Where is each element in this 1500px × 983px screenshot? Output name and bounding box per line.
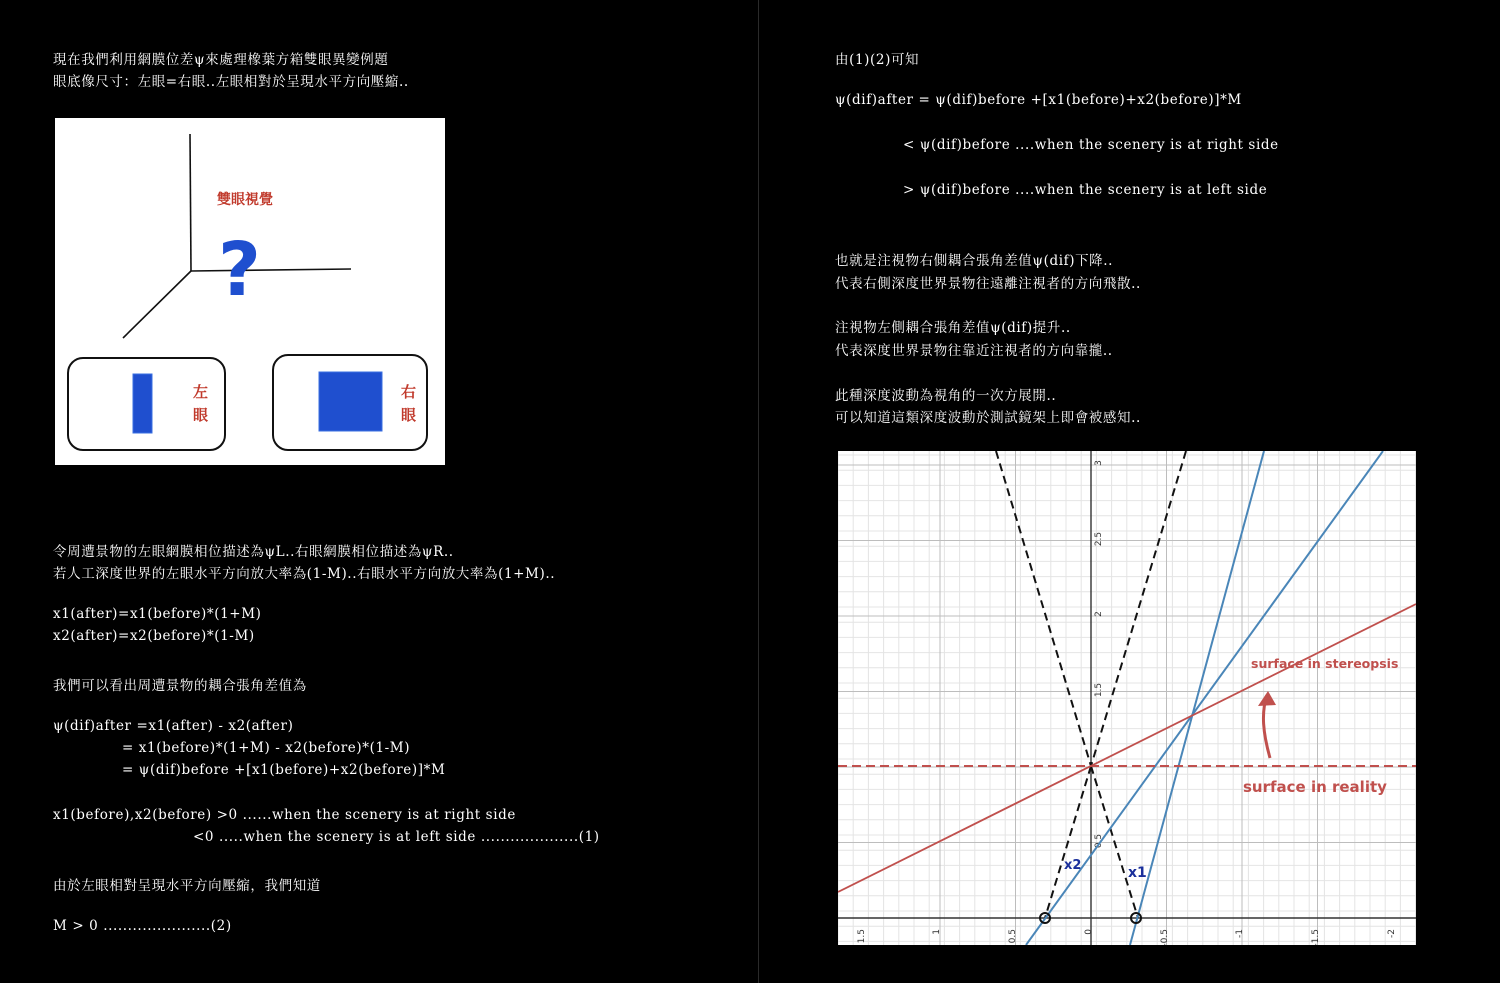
- y-tick-label: 0.5: [1094, 833, 1104, 849]
- label-x1: x1: [1128, 865, 1147, 881]
- axis-horizontal: [191, 269, 351, 271]
- right-eye-image: [319, 372, 382, 431]
- equation-x1: x1(after)=x1(before)*(1+M): [53, 606, 262, 622]
- x-tick-label: 1: [932, 929, 942, 935]
- x-tick-label: -1: [1235, 929, 1245, 938]
- right-condition-2: > ψ(dif)before ....when the scenery is at left side: [903, 182, 1268, 198]
- equation-x2: x2(after)=x2(before)*(1-M): [53, 628, 255, 644]
- dashed-line-left: [996, 451, 1091, 766]
- binocular-vision-figure: [55, 118, 445, 465]
- equation-dif-3: = ψ(dif)before +[x1(before)+x2(before)]*M: [122, 762, 446, 778]
- right-line-5: 代表深度世界景物往靠近注視者的方向靠攏..: [835, 343, 1113, 359]
- right-line-4: 注視物左側耦合張角差值ψ(dif)提升..: [835, 320, 1071, 336]
- right-eye-label-1: 右: [401, 383, 417, 401]
- body-line-2: 若人工深度世界的左眼水平方向放大率為(1-M)..右眼水平方向放大率為(1+M)..: [53, 566, 556, 582]
- page-divider: [758, 0, 759, 983]
- left-eye-label-1: 左: [193, 383, 209, 401]
- question-mark: ?: [218, 227, 261, 313]
- x-tick-label: 1.5: [857, 929, 867, 944]
- label-stereopsis: surface in stereopsis: [1251, 656, 1399, 671]
- equation-dif-2: = x1(before)*(1+M) - x2(before)*(1-M): [122, 740, 411, 756]
- right-condition-1: < ψ(dif)before ....when the scenery is at right side: [903, 137, 1279, 153]
- condition-2: <0 .....when the scenery is at left side ....................(1): [193, 829, 600, 845]
- figure-title: 雙眼視覺: [217, 192, 273, 208]
- label-reality: surface in reality: [1243, 778, 1387, 796]
- x-tick-label: 0.5: [1008, 929, 1018, 944]
- left-eye-image: [133, 374, 152, 433]
- axis-vertical: [190, 134, 191, 271]
- right-line-2: 也就是注視物右側耦合張角差值ψ(dif)下降..: [835, 253, 1114, 269]
- y-tick-label: 2: [1094, 611, 1104, 617]
- right-eye-label-2: 眼: [401, 406, 417, 424]
- right-line-7: 可以知道這類深度波動於測試鏡架上即會被感知..: [835, 410, 1141, 426]
- right-line-3: 代表右側深度世界景物往遠離注視者的方向飛散..: [835, 276, 1141, 292]
- y-tick-label: 2.5: [1094, 531, 1104, 547]
- right-equation: ψ(dif)after = ψ(dif)before +[x1(before)+x2(before)]*M: [835, 92, 1242, 108]
- dashed-line-right: [1091, 451, 1186, 766]
- x-tick-label: 0: [1084, 929, 1094, 935]
- body-line-4: 由於左眼相對呈現水平方向壓縮，我們知道: [53, 878, 321, 894]
- body-line-3: 我們可以看出周遭景物的耦合張角差值為: [53, 678, 307, 694]
- surface-graph: [838, 451, 1416, 945]
- axis-depth: [123, 271, 191, 338]
- x-tick-label: -0.5: [1160, 929, 1170, 945]
- intro-line-2: 眼底像尺寸：左眼=右眼..左眼相對於呈現水平方向壓縮..: [53, 74, 409, 90]
- x-tick-label: -2: [1387, 929, 1397, 938]
- condition-1: x1(before),x2(before) >0 ......when the scenery is at right side: [53, 807, 516, 823]
- y-tick-label: 1.5: [1094, 682, 1104, 698]
- right-line-6: 此種深度波動為視角的一次方展開..: [835, 388, 1057, 404]
- equation-dif-1: ψ(dif)after =x1(after) - x2(after): [53, 718, 294, 734]
- label-x2: x2: [1064, 858, 1082, 873]
- right-line-1: 由(1)(2)可知: [835, 52, 920, 68]
- body-line-1: 令周遭景物的左眼網膜相位描述為ψL..右眼網膜相位描述為ψR..: [53, 544, 454, 560]
- intro-line-1: 現在我們利用網膜位差ψ來處理橡葉方箱雙眼異變例題: [53, 52, 389, 68]
- y-tick-label: 3: [1094, 460, 1104, 466]
- left-eye-label-2: 眼: [193, 406, 209, 424]
- x-tick-label: -1.5: [1311, 929, 1321, 945]
- condition-3: M > 0 ......................(2): [53, 918, 232, 934]
